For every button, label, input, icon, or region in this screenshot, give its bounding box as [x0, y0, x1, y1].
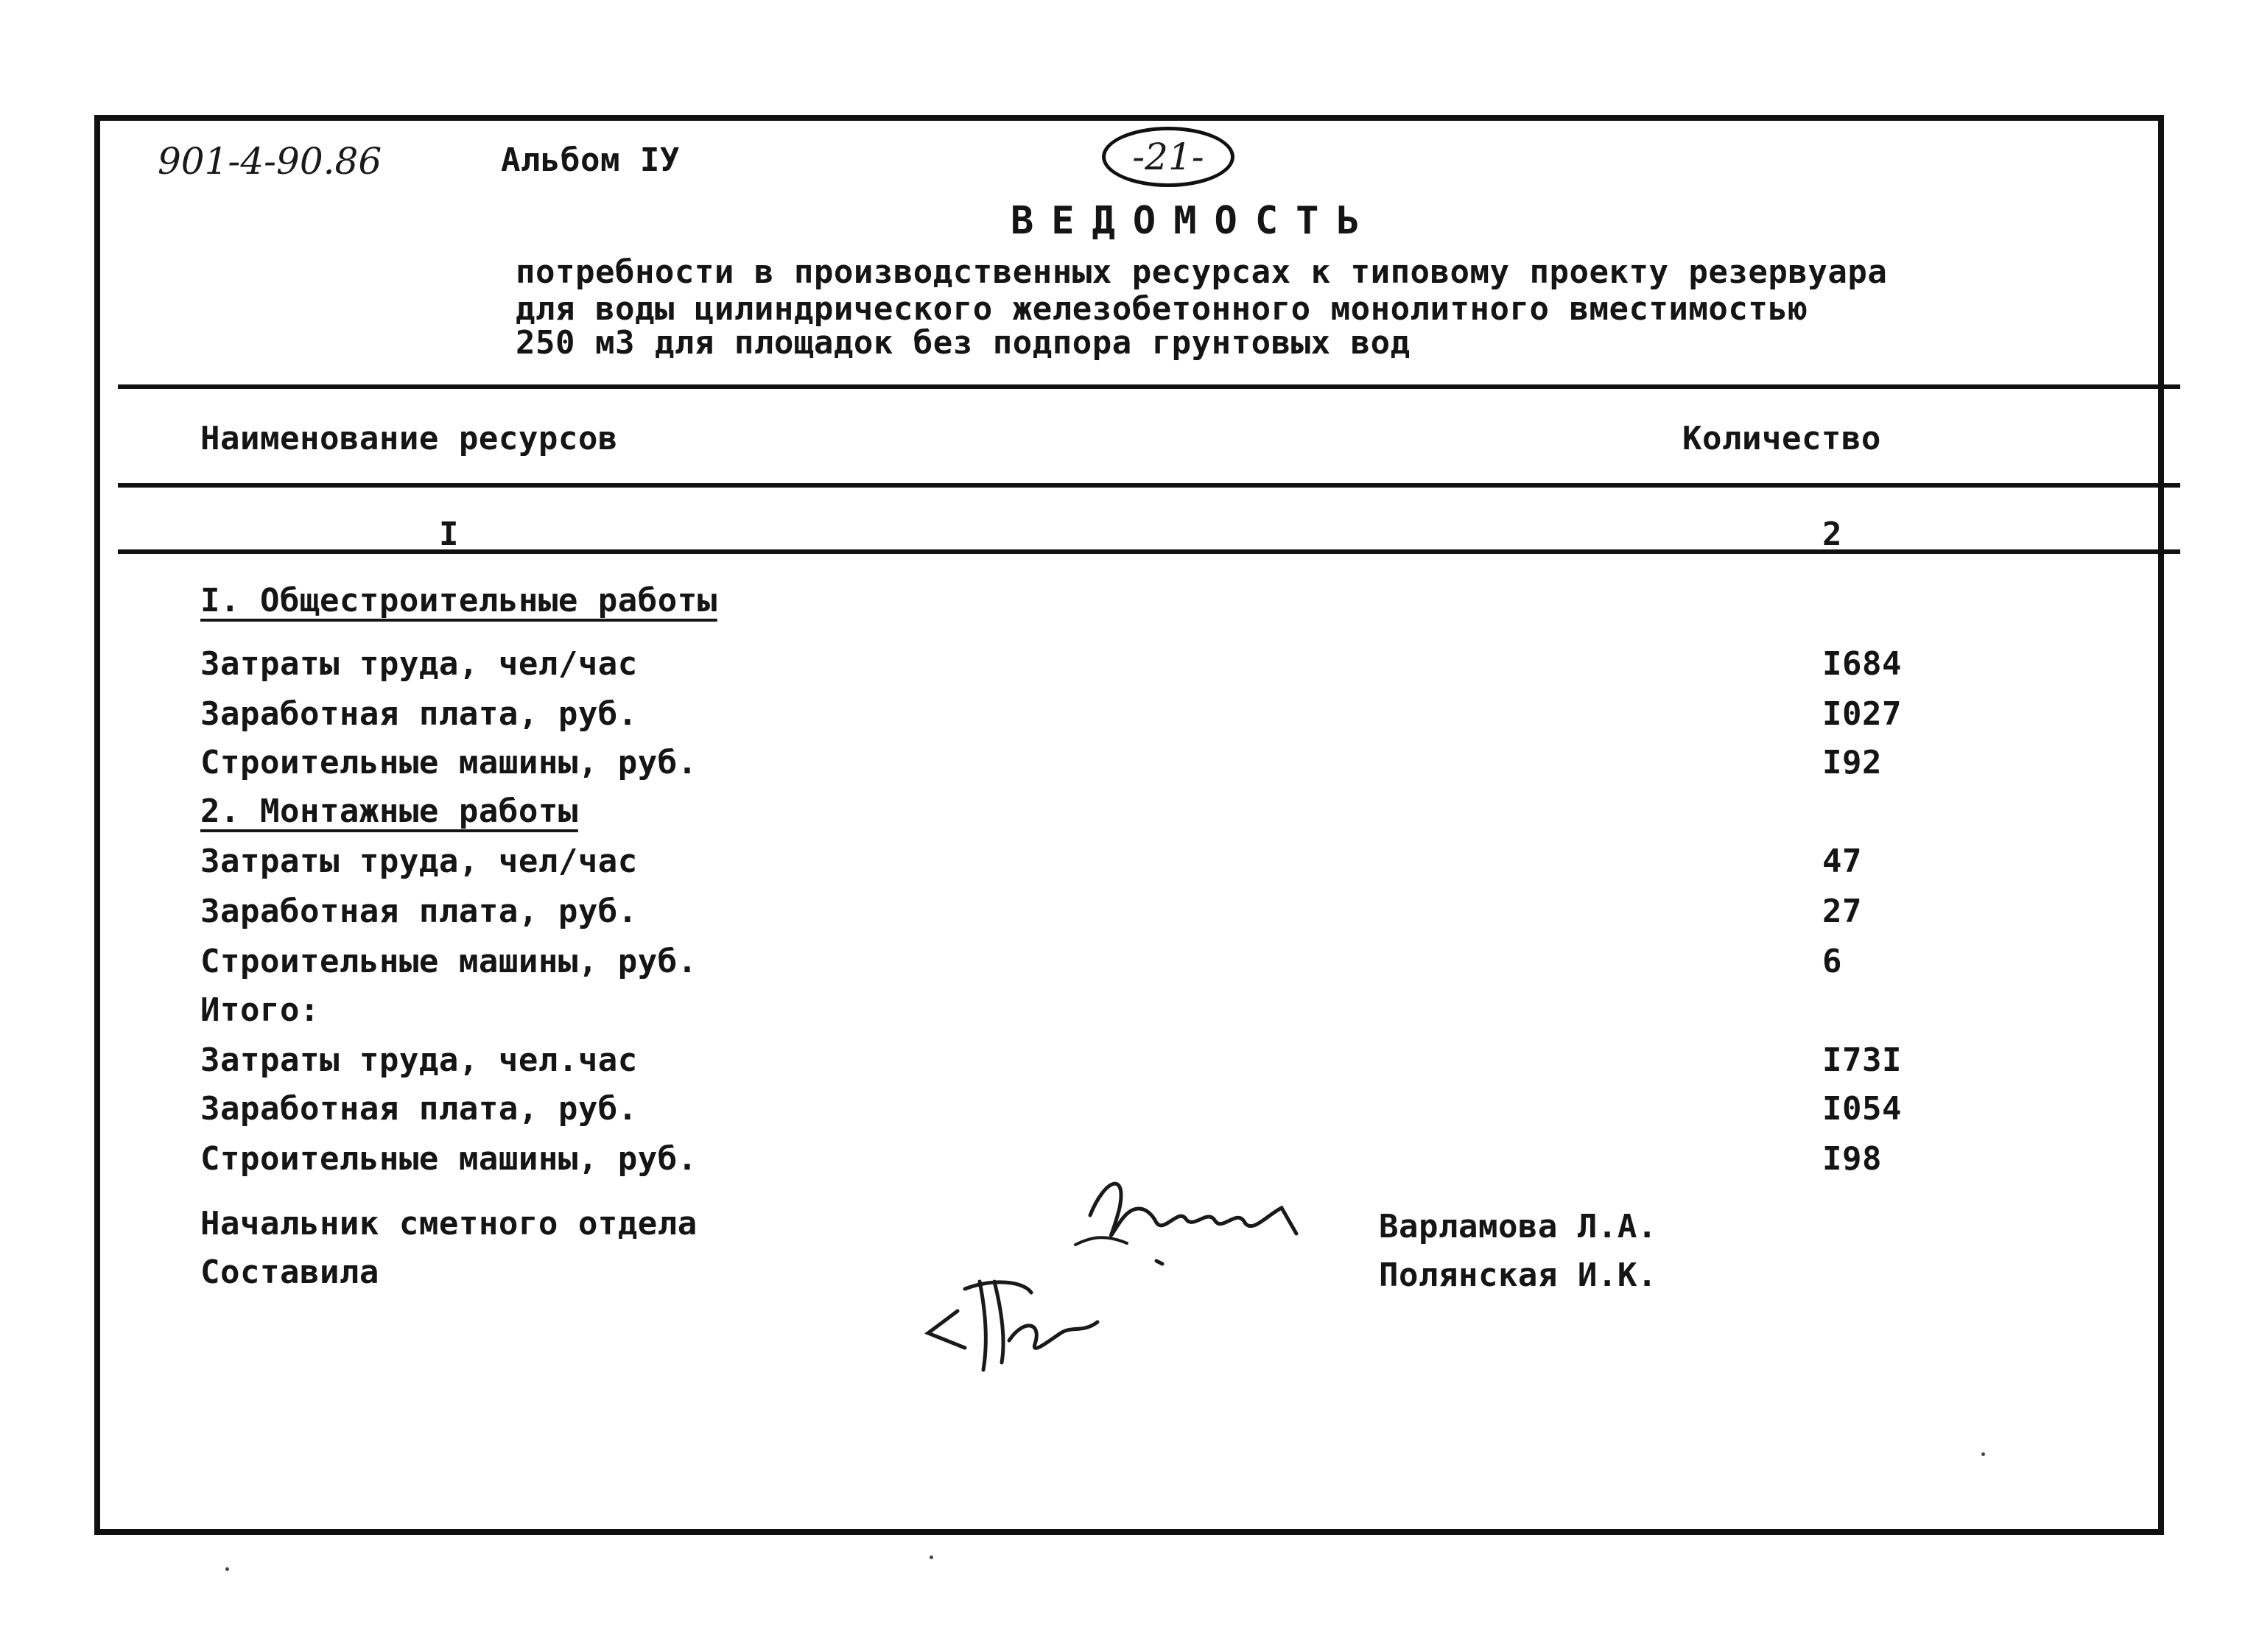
section-heading: I. Общестроительные работы	[200, 582, 717, 619]
table-top-rule	[118, 384, 2180, 389]
doc-code: 901-4-90.86	[158, 140, 382, 183]
table-row-qty: 6	[1822, 943, 1842, 980]
table-row-qty: I92	[1822, 744, 1882, 781]
table-row-name: Заработная плата, руб.	[200, 893, 638, 930]
signature-scribble-chief	[1061, 1164, 1311, 1259]
scan-speck	[1981, 1452, 1985, 1456]
col-header-qty: Количество	[1682, 420, 1881, 457]
section-heading: 2. Монтажные работы	[200, 792, 578, 830]
table-row-qty: I98	[1822, 1140, 1882, 1178]
signature-role-compiler: Составила	[200, 1254, 379, 1291]
table-row-name: Затраты труда, чел/час	[200, 843, 638, 880]
doc-title: ВЕДОМОСТЬ	[1011, 199, 1377, 243]
subtitle-line-2: для воды цилиндрического железобетонного монолитного вместимостью	[516, 290, 1808, 328]
table-row-name: Строительные машины, руб.	[200, 943, 698, 980]
table-row-name: Затраты труда, чел/час	[200, 645, 638, 683]
section-heading: Итого:	[200, 991, 320, 1029]
album-label: Альбом IУ	[501, 141, 680, 179]
col-header-name: Наименование ресурсов	[200, 420, 618, 457]
table-row-qty: I684	[1822, 645, 1902, 683]
subtitle-line-3: 250 м3 для площадок без подпора грунтовых вод	[516, 324, 1411, 362]
table-row-qty: I73I	[1822, 1041, 1902, 1079]
signature-name-chief: Варламова Л.А.	[1379, 1208, 1657, 1245]
page-number-oval	[1102, 127, 1234, 187]
col-number-2: 2	[1822, 516, 1842, 553]
table-row-qty: I027	[1822, 695, 1902, 733]
page-number: -21-	[1132, 136, 1204, 178]
col-number-1: I	[439, 516, 459, 553]
signature-name-compiler: Полянская И.К.	[1379, 1256, 1657, 1294]
table-row-qty: 47	[1822, 843, 1862, 880]
table-header-rule	[118, 483, 2180, 488]
scan-speck	[930, 1556, 933, 1559]
table-row-name: Затраты труда, чел.час	[200, 1041, 638, 1079]
signature-role-chief: Начальник сметного отдела	[200, 1205, 698, 1242]
scan-speck	[225, 1567, 229, 1571]
table-row-qty: I054	[1822, 1090, 1902, 1128]
table-row-qty: 27	[1822, 893, 1862, 930]
subtitle-line-1: потребности в производственных ресурсах к типовому проекту резервуара	[516, 253, 1888, 291]
table-row-name: Заработная плата, руб.	[200, 1090, 638, 1128]
table-row-name: Заработная плата, руб.	[200, 695, 638, 733]
signature-scribble-compiler	[913, 1252, 1179, 1377]
table-row-name: Строительные машины, руб.	[200, 744, 698, 781]
table-row-name: Строительные машины, руб.	[200, 1140, 698, 1178]
table-colnum-rule	[118, 549, 2180, 554]
